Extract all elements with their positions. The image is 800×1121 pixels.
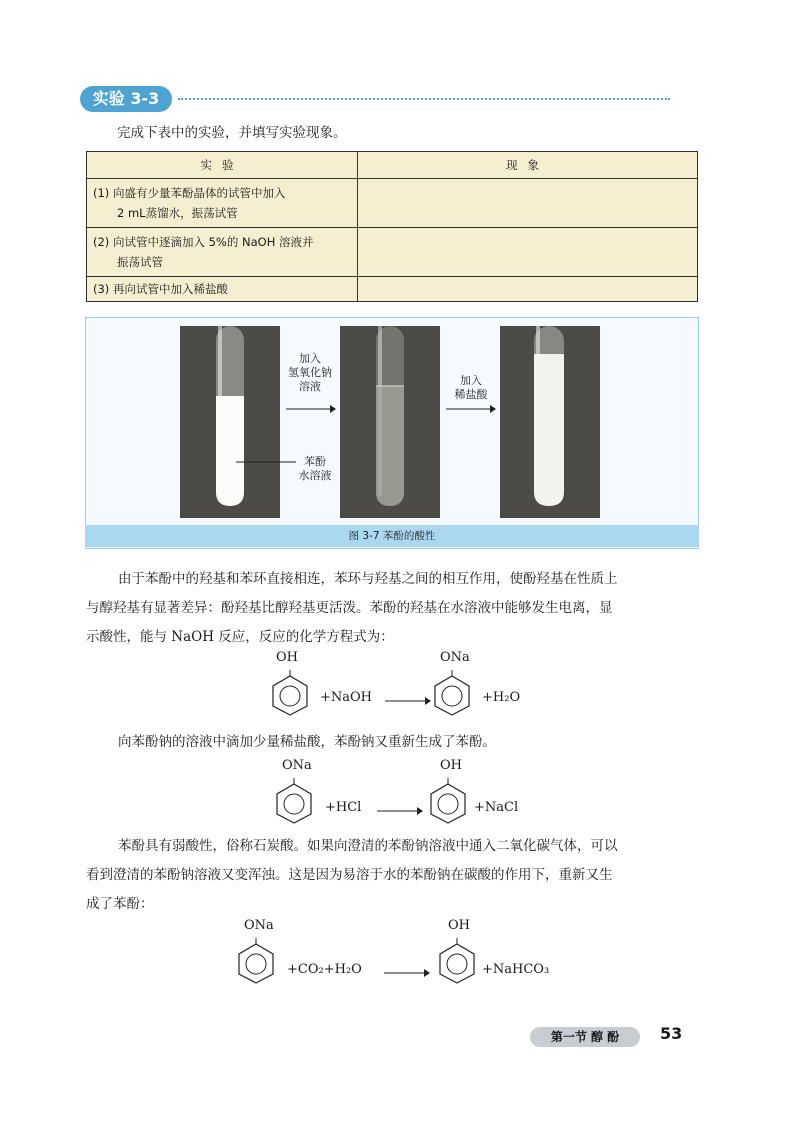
benzene-ring-icon bbox=[428, 778, 468, 824]
table-header-experiment: 实验 bbox=[87, 152, 358, 179]
arrow2-label: 加入 稀盐酸 bbox=[454, 374, 488, 401]
arrow-right-icon bbox=[446, 404, 496, 414]
arrow1-label: 加入 氢氧化钠 溶液 bbox=[288, 352, 332, 393]
test-tube-clear-icon bbox=[340, 326, 440, 518]
experiment-badge: 实验 3-3 bbox=[80, 86, 172, 112]
pointer-line bbox=[236, 460, 296, 464]
figure-caption: 图 3-7 苯酚的酸性 bbox=[85, 525, 699, 547]
photo-test-tube-1 bbox=[180, 326, 280, 518]
reaction-arrow-icon bbox=[384, 968, 430, 978]
test-tube-turbid-icon bbox=[500, 326, 600, 518]
chapter-badge: 第一节 醇 酚 bbox=[530, 1027, 640, 1047]
reaction-arrow-icon bbox=[377, 806, 423, 816]
phenol-solution-label: 苯酚 水溶液 bbox=[298, 455, 332, 482]
table-cell-step: (3) 再向试管中加入稀盐酸 bbox=[87, 277, 358, 302]
table-row bbox=[87, 179, 698, 228]
eq2-sub1: ONa bbox=[282, 758, 312, 773]
photo-test-tube-2 bbox=[340, 326, 440, 518]
intro-text: 完成下表中的实验，并填写实验现象。 bbox=[117, 125, 347, 141]
paragraph-3: 苯酚具有弱酸性，俗称石炭酸。如果向澄清的苯酚钠溶液中通入二氧化碳气体，可以 看到澄清的苯酚钠溶液又变浑浊。这是因为易溶于水的苯酚钠在碳酸的作用下，重新又生 成了苯酚： bbox=[86, 838, 618, 912]
eq3-sub1: ONa bbox=[244, 918, 274, 933]
paragraph-1: 由于苯酚中的羟基和苯环直接相连，苯环与羟基之间的相互作用，使酚羟基在性质上 与醇羟基有显著差异：酚羟基比醇羟基更活泼。苯酚的羟基在水溶液中能够发生电离，显 示酸性，能与 NaOH 反应，反应的化学方程式为： bbox=[86, 571, 618, 645]
page-number: 53 bbox=[660, 1024, 683, 1043]
table-cell-observation[interactable] bbox=[358, 228, 698, 277]
photo-test-tube-3 bbox=[500, 326, 600, 518]
table-cell-step: (1) 向盛有少量苯酚晶体的试管中加入 2 mL蒸馏水，振荡试管 bbox=[87, 179, 358, 228]
table-cell-step: (2) 向试管中逐滴加入 5%的 NaOH 溶液并 振荡试管 bbox=[87, 228, 358, 277]
eq2-sub2: OH bbox=[440, 758, 462, 773]
eq1-sub1: OH bbox=[276, 650, 298, 665]
eq2-mid: +HCl bbox=[325, 800, 362, 815]
table-row bbox=[87, 228, 698, 277]
table-row bbox=[87, 277, 698, 302]
test-tube-milky-icon bbox=[180, 326, 280, 518]
eq1-right: +H₂O bbox=[482, 690, 521, 705]
paragraph-2: 向苯酚钠的溶液中滴加少量稀盐酸，苯酚钠又重新生成了苯酚。 bbox=[118, 734, 496, 750]
arrow-right-icon bbox=[286, 404, 336, 414]
benzene-ring-icon bbox=[432, 670, 472, 716]
eq3-right: +NaHCO₃ bbox=[482, 962, 550, 977]
table-header-row bbox=[87, 152, 698, 179]
benzene-ring-icon bbox=[437, 938, 477, 984]
table-cell-observation[interactable] bbox=[358, 179, 698, 228]
eq3-mid: +CO₂+H₂O bbox=[287, 962, 362, 977]
table-cell-observation[interactable] bbox=[358, 277, 698, 302]
benzene-ring-icon bbox=[236, 938, 276, 984]
experiment-table bbox=[86, 151, 698, 302]
eq2-right: +NaCl bbox=[474, 800, 519, 815]
table-header-phenomenon: 现象 bbox=[358, 152, 698, 179]
dotted-rule bbox=[178, 98, 670, 100]
benzene-ring-icon bbox=[270, 670, 310, 716]
eq1-mid: +NaOH bbox=[320, 690, 373, 705]
eq3-sub2: OH bbox=[448, 918, 470, 933]
reaction-arrow-icon bbox=[385, 696, 431, 706]
benzene-ring-icon bbox=[274, 778, 314, 824]
eq1-sub2: ONa bbox=[440, 650, 470, 665]
